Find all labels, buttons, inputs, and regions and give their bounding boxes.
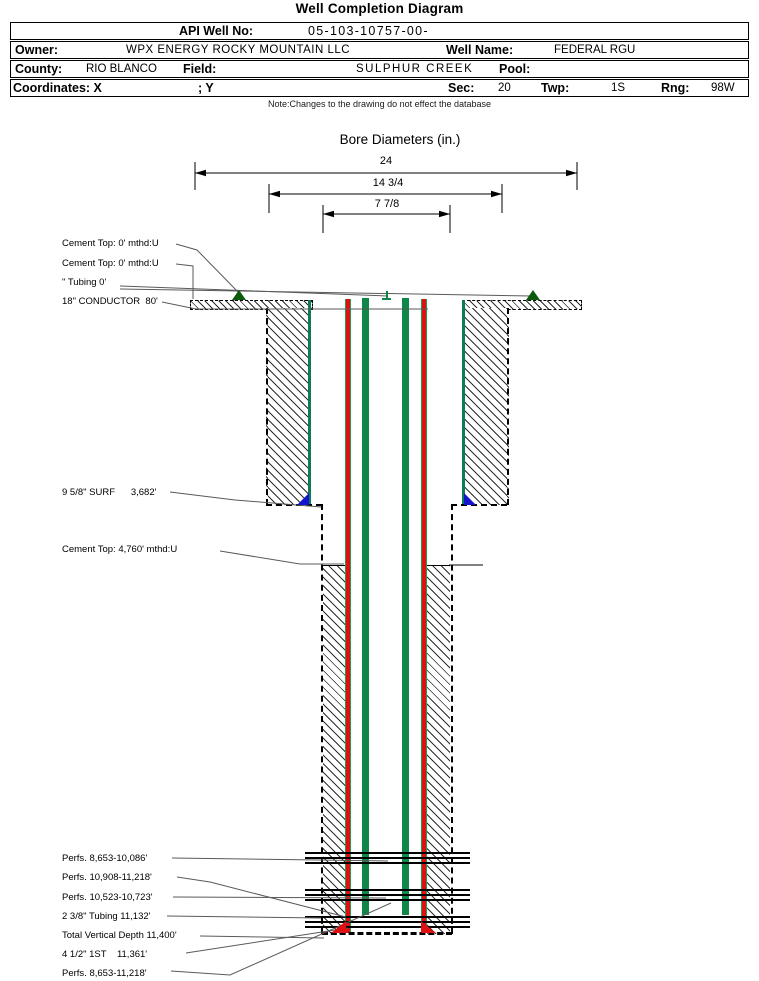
table-row-api [10, 22, 749, 40]
page-title: Well Completion Diagram [295, 1, 464, 16]
perf-line [305, 899, 470, 901]
table-row-coordinates [10, 79, 749, 97]
arrow-left-icon [323, 211, 334, 218]
perf-line [305, 862, 470, 864]
leader-cement-top-0-a [176, 244, 240, 294]
tubing-line-left [362, 298, 369, 915]
total-depth-line [322, 932, 452, 935]
perf-line [305, 894, 470, 896]
sec-label: Sec: [448, 81, 475, 95]
callout-surface-casing: 9 5/8" SURF 3,682' [62, 487, 157, 498]
dim-14-3-4-label: 14 3/4 [372, 177, 404, 189]
perf-line [305, 926, 470, 928]
borehole-wall-right [451, 504, 453, 934]
surface-cement-right [465, 308, 509, 505]
callout-conductor: 18" CONDUCTOR 80' [62, 296, 158, 307]
table-row-owner [10, 41, 749, 59]
rng-label: Rng: [661, 81, 690, 95]
cement-top-marker-left-icon [232, 290, 246, 300]
callout-production-casing: 4 1/2" 1ST 11,361' [62, 949, 148, 960]
arrow-right-icon [491, 191, 502, 198]
sec-value: 20 [498, 82, 511, 94]
dim-7-7-8-label: 7 7/8 [374, 198, 400, 210]
well-name-label: Well Name: [446, 43, 514, 57]
well-info-table [10, 22, 749, 98]
leader-perfs-4 [171, 903, 391, 975]
tubing-line-right [402, 298, 409, 915]
perf-line [305, 916, 470, 918]
surface-casing-line-left [308, 300, 311, 505]
surface-casing-line-right [462, 300, 465, 505]
owner-value: WPX ENERGY ROCKY MOUNTAIN LLC [126, 44, 351, 56]
leader-total-depth [200, 936, 324, 938]
leader-tubing-0 [120, 286, 388, 296]
callout-cement-top-0-a: Cement Top: 0' mthd:U [62, 238, 159, 249]
surface-cement-left [266, 308, 310, 505]
callout-perfs-2: Perfs. 10,908-11,218' [62, 872, 152, 883]
leader-cement-top-right [120, 289, 532, 296]
callout-cement-top-4760: Cement Top: 4,760' mthd:U [62, 544, 178, 555]
arrow-left-icon [269, 191, 280, 198]
table-row-county [10, 60, 749, 78]
field-label: Field: [183, 62, 217, 76]
county-label: County: [15, 62, 63, 76]
leader-tubing-depth [167, 916, 321, 918]
coordinates-y-label: ; Y [198, 81, 214, 95]
production-cement-left [323, 565, 346, 934]
leader-cement-top-4760 [220, 551, 344, 564]
callout-cement-top-0-b: Cement Top: 0' mthd:U [62, 258, 159, 269]
well-name-value: FEDERAL RGU [554, 44, 636, 56]
tubing-hanger-tick-icon [382, 291, 391, 299]
api-label: API Well No: [179, 24, 254, 38]
callout-total-depth: Total Vertical Depth 11,400' [62, 930, 177, 941]
owner-label: Owner: [15, 43, 59, 57]
api-value: 05-103-10757-00- [308, 24, 429, 38]
twp-label: Twp: [541, 81, 570, 95]
arrow-right-icon [566, 170, 577, 177]
arrow-left-icon [195, 170, 206, 177]
callout-perfs-4: Perfs. 8,653-11,218' [62, 968, 147, 979]
callout-perfs-3: Perfs. 10,523-10,723' [62, 892, 153, 903]
leader-cement-top-0-b [176, 264, 193, 299]
production-casing-left [345, 299, 351, 933]
production-cement-right [427, 565, 450, 934]
rng-value: 98W [711, 82, 735, 94]
callout-perfs-1: Perfs. 8,653-10,086' [62, 853, 148, 864]
county-value: RIO BLANCO [86, 63, 157, 75]
borehole-step-right [451, 504, 507, 506]
bore-diameters-title: Bore Diameters (in.) [339, 132, 461, 147]
database-note: Note:Changes to the drawing do not effect the database [268, 99, 491, 109]
arrow-right-icon [439, 211, 450, 218]
cement-top-marker-right-icon [526, 290, 540, 300]
callout-tubing-0: " Tubing 0' [62, 277, 107, 288]
field-value: SULPHUR CREEK [356, 63, 474, 75]
callout-tubing-depth: 2 3/8" Tubing 11,132' [62, 911, 151, 922]
perf-line [305, 889, 470, 891]
perf-line [305, 857, 470, 859]
pool-label: Pool: [499, 62, 531, 76]
dim-24-label: 24 [379, 155, 393, 167]
leader-perfs-3 [173, 897, 386, 898]
borehole-step-left [266, 504, 322, 506]
production-casing-right [421, 299, 427, 933]
perf-line [305, 921, 470, 923]
perf-line [305, 852, 470, 854]
coordinates-label: Coordinates: X [13, 81, 102, 95]
twp-value: 1S [611, 82, 626, 94]
